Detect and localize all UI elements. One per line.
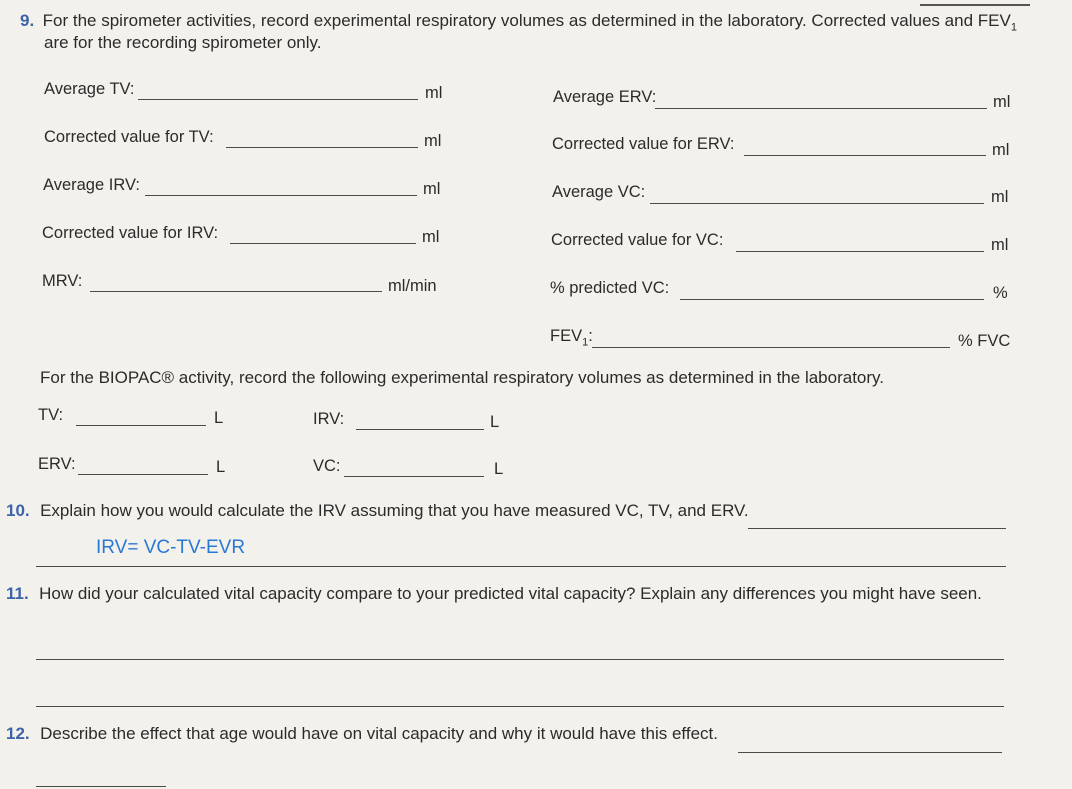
biopac-erv-unit: L [216, 458, 226, 476]
question-text: Explain how you would calculate the IRV assuming that you have measured VC, TV, and ERV. [40, 501, 749, 520]
avg-erv-field[interactable] [655, 108, 987, 109]
corr-irv-field[interactable] [230, 243, 416, 244]
biopac-irv-field[interactable] [356, 429, 484, 430]
corr-vc-field[interactable] [736, 251, 984, 252]
avg-irv-label: Average IRV: [43, 176, 140, 194]
avg-vc-label: Average VC: [552, 183, 646, 201]
corr-tv-unit: ml [424, 132, 442, 150]
question-text-cont: are for the recording spirometer only. [44, 33, 322, 52]
corr-vc-label: Corrected value for VC: [551, 231, 724, 249]
mrv-label: MRV: [42, 272, 83, 290]
pct-vc-unit: % [993, 284, 1008, 302]
q12-answer-line-2[interactable] [36, 786, 166, 787]
corr-erv-label: Corrected value for ERV: [552, 135, 735, 153]
corr-tv-field[interactable] [226, 147, 418, 148]
q10-handwritten-answer: IRV= VC-TV-EVR [96, 537, 246, 558]
q10-answer-line-2[interactable] [36, 566, 1006, 567]
q12-answer-line-1[interactable] [738, 752, 1002, 753]
q9-block [20, 11, 1017, 33]
avg-erv-unit: ml [993, 93, 1011, 111]
fev1-field[interactable] [592, 347, 950, 348]
question-number: 12. [6, 724, 30, 743]
biopac-irv-unit: L [490, 413, 500, 431]
q11-answer-line-2[interactable] [36, 706, 1004, 707]
q11-answer-line-1[interactable] [36, 659, 1004, 660]
avg-tv-field[interactable] [138, 99, 418, 100]
corr-irv-unit: ml [422, 228, 440, 246]
biopac-erv-label: ERV: [38, 455, 76, 473]
question-text: For the spirometer activities, record experimental respiratory volumes as determined in the laboratory. Corrected values and $FEV_1$ [42, 11, 1017, 34]
corr-tv-label: Corrected value for TV: [44, 128, 214, 146]
question-number: 10. [6, 501, 30, 520]
avg-irv-unit: ml [423, 180, 441, 198]
biopac-instructions: For the BIOPAC® activity, record the following experimental respiratory volumes as determined in the laboratory. [40, 368, 884, 387]
biopac-irv-label: IRV: [313, 410, 345, 428]
show-through [470, 62, 474, 78]
biopac-tv-unit: L [214, 409, 224, 427]
biopac-erv-field[interactable] [78, 474, 208, 475]
biopac-vc-label: VC: [313, 457, 341, 475]
biopac-tv-field[interactable] [76, 425, 206, 426]
biopac-vc-field[interactable] [344, 476, 484, 477]
avg-tv-unit: ml [425, 84, 443, 102]
corr-erv-field[interactable] [744, 155, 986, 156]
avg-vc-field[interactable] [650, 203, 984, 204]
pct-vc-field[interactable] [680, 299, 984, 300]
avg-vc-unit: ml [991, 188, 1009, 206]
fev1-label: $FEV_1$: [550, 327, 593, 349]
question-number: 11. [6, 584, 29, 603]
avg-irv-field[interactable] [145, 195, 417, 196]
pct-vc-label: % predicted VC: [550, 279, 670, 297]
mrv-field[interactable] [90, 291, 382, 292]
avg-erv-label: Average ERV: [553, 88, 657, 106]
corr-irv-label: Corrected value for IRV: [42, 224, 219, 242]
question-text: Describe the effect that age would have on vital capacity and why it would have this effect. [40, 724, 718, 743]
biopac-tv-label: TV: [38, 406, 64, 424]
fev1-unit: % FVC [958, 332, 1011, 350]
corr-erv-unit: ml [992, 141, 1010, 159]
q12-block [6, 724, 718, 744]
avg-tv-label: Average TV: [44, 80, 135, 98]
question-number: 9. [20, 11, 35, 30]
top-rule [920, 4, 1030, 6]
question-text: How did your calculated vital capacity compare to your predicted vital capacity? Explain any differences you might have seen. [39, 584, 982, 603]
q11-block [6, 584, 982, 604]
q10-answer-line-1[interactable] [748, 528, 1006, 529]
corr-vc-unit: ml [991, 236, 1009, 254]
biopac-vc-unit: L [494, 460, 504, 478]
mrv-unit: ml/min [388, 277, 437, 295]
q10-block [6, 501, 749, 521]
